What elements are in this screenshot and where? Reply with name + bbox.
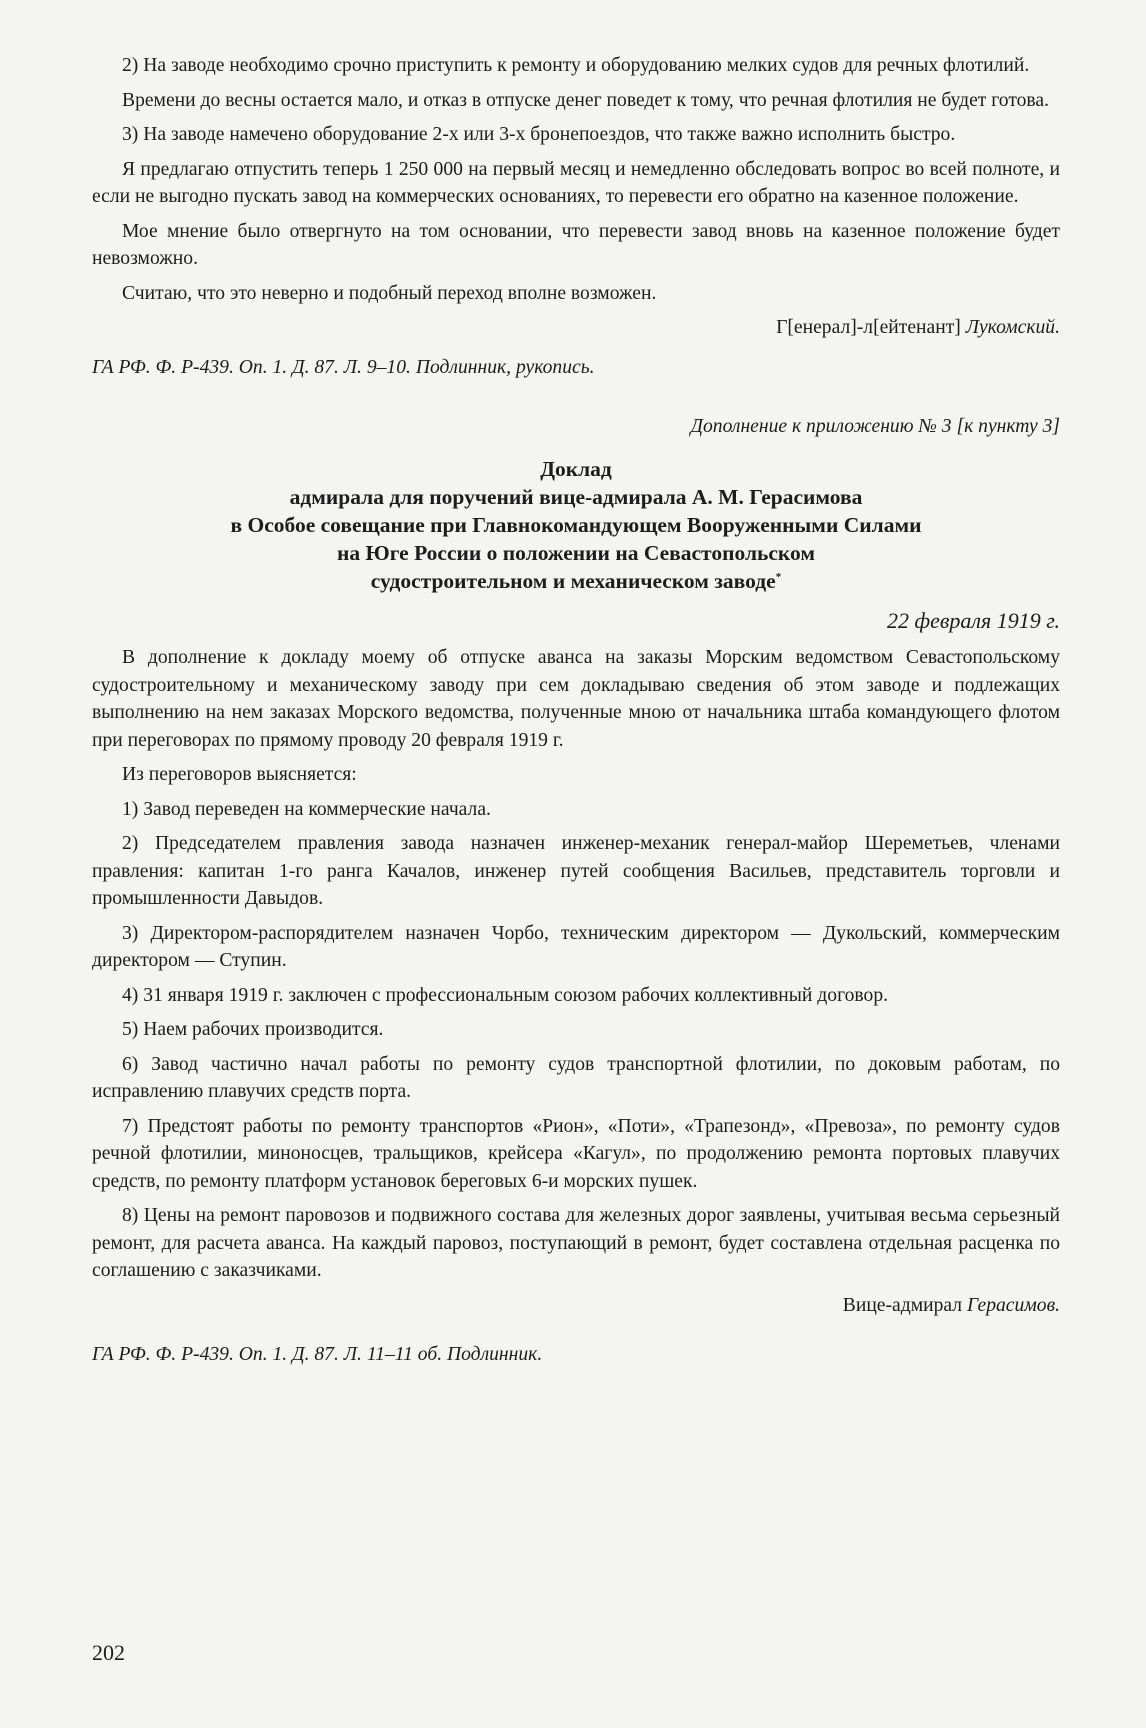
title-line: Доклад: [540, 456, 612, 481]
intro-paragraph: В дополнение к докладу моему об отпуске аванса на заказы Морским ведомством Севастопольскому судостроительному и механическому заводу при сем докладываю сведения об этом заводе и подлежащих выполнению на нем заказах Морского ведомства, полученные мною от начальника штаба командующего флотом при переговорах по прямому проводу 20 февраля 1919 г.: [92, 647, 1060, 751]
paragraph: 3) На заводе намечено оборудование 2-х или 3-х бронепоездов, что также важно исполнить быстро.: [122, 124, 956, 145]
finding-item: 3) Директором-распорядителем назначен Чорбо, техническим директором — Дукольский, коммерческим директором — Ступин.: [92, 922, 1060, 971]
paragraph: Времени до весны остается мало, и отказ в отпуске денег поведет к тому, что речная флотилия не будет готова.: [122, 89, 1050, 111]
title-line: на Юге России о положении на Севастопольском: [336, 540, 816, 565]
finding-item: 5) Наем рабочих производится.: [122, 1019, 384, 1040]
paragraph: Мое мнение было отвергнуто на том основании, что перевести завод вновь на казенное положение будет невозможно.: [92, 220, 1060, 269]
paragraph: 2) На заводе необходимо срочно приступить к ремонту и оборудованию мелких судов для речных флотилий.: [122, 55, 1030, 76]
findings-header: Из переговоров выясняется:: [122, 764, 357, 785]
signature-name: Лукомский.: [965, 317, 1060, 338]
signature-lukomsky: [92, 314, 1060, 342]
paragraph: Считаю, что это неверно и подобный переход вполне возможен.: [122, 282, 657, 304]
signature-gerasimov: [92, 1292, 1060, 1320]
paragraph: Я предлагаю отпустить теперь 1 250 000 на первый месяц и немедленно обследовать вопрос во всей полноте, и если не выгодно пускать завод на коммерческих основаниях, то перевести его обратно на казенное положение.: [92, 158, 1060, 207]
signature-name: Герасимов.: [966, 1294, 1060, 1316]
finding-item: 6) Завод частично начал работы по ремонту судов транспортной флотилии, по доковым работам, по исправлению плавучих средств порта.: [92, 1053, 1060, 1102]
section1: [92, 52, 1060, 381]
title-line: [92, 567, 1060, 595]
finding-item: 7) Предстоят работы по ремонту транспортов «Рион», «Поти», «Трапезонд», «Превоза», по ремонту судов речной флотилии, миноносцев, тральщиков, крейсера «Кагул», по продолжению ремонта портовых плавучих средств, по ремонту платформ установок береговых 6-и морских пушек.: [92, 1115, 1060, 1192]
finding-item: 1) Завод переведен на коммерческие начала.: [122, 798, 491, 820]
finding-item: 8) Цены на ремонт паровозов и подвижного состава для железных дорог заявлены, учитывая весьма серьезный ремонт, для расчета аванса. На каждый паровоз, поступающий в ремонт, будет составлена отдельная расценка по соглашению с заказчиками.: [92, 1205, 1060, 1281]
footnote-mark: *: [775, 570, 782, 583]
source-citation: ГА РФ. Ф. Р-439. Оп. 1. Д. 87. Л. 11–11 об. Подлинник.: [92, 1344, 543, 1365]
title-line-text: судостроительном и механическом заводе: [370, 568, 776, 593]
signature-rank: Вице-адмирал: [842, 1294, 963, 1316]
report-date: 22 февраля 1919 г.: [886, 607, 1060, 633]
report-title: [92, 455, 1060, 595]
document-page: [92, 52, 1060, 1369]
title-line: адмирала для поручений вице-адмирала А. М. Герасимова: [289, 484, 863, 509]
addendum-label: Дополнение к приложению № 3 [к пункту 3]: [690, 416, 1060, 437]
title-line: в Особое совещание при Главнокомандующем Вооруженными Силами: [230, 512, 922, 537]
source-citation: ГА РФ. Ф. Р-439. Оп. 1. Д. 87. Л. 9–10. Подлинник, рукопись.: [92, 356, 595, 378]
page-number: 202: [92, 1640, 125, 1665]
finding-item: 2) Председателем правления завода назначен инженер-механик генерал-майор Шереметьев, членами правления: капитан 1-го ранга Качалов, инженер путей сообщения Васильев, представитель торговли и промышленности Давыдов.: [92, 833, 1060, 909]
signature-rank: Г[енерал]-л[ейтенант]: [776, 317, 961, 338]
finding-item: 4) 31 января 1919 г. заключен с профессиональным союзом рабочих коллективный договор.: [122, 984, 889, 1006]
